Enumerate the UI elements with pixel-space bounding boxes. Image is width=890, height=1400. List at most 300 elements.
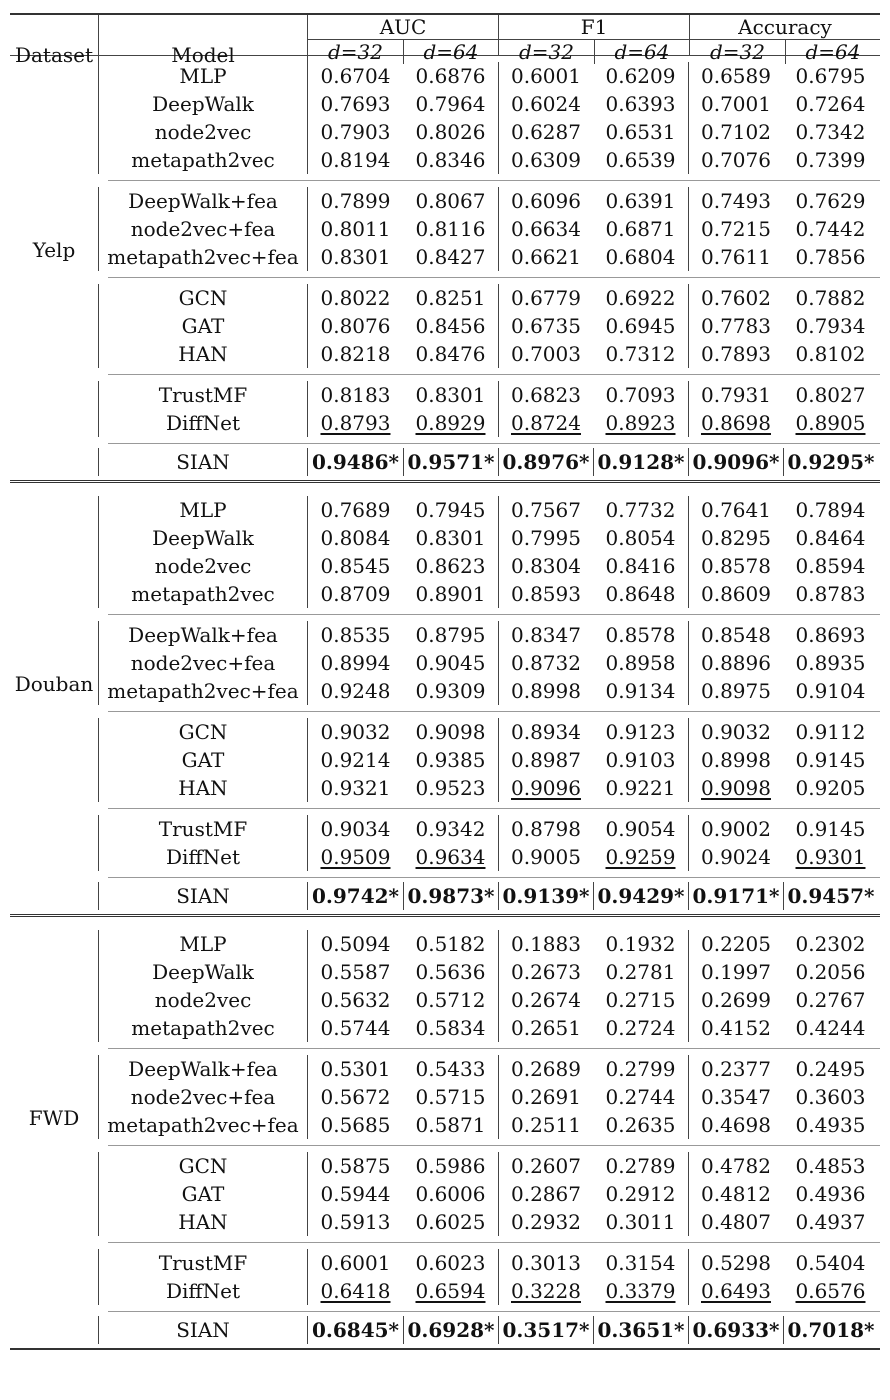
model-name: MLP (98, 62, 308, 90)
dataset-block (10, 56, 880, 480)
value-cell (688, 215, 783, 243)
value-cell (308, 1111, 403, 1139)
metric-value: 0.6634 (511, 217, 581, 241)
metric-value: 0.2674 (511, 988, 581, 1012)
table-row (10, 215, 880, 243)
metric-value: 0.2867 (511, 1182, 581, 1206)
table-row (10, 146, 880, 174)
value-cell (593, 986, 688, 1014)
table-row (10, 496, 880, 524)
value-cell (403, 649, 498, 677)
value-cell (403, 448, 498, 476)
metric-value: 0.2377 (701, 1057, 771, 1081)
metric-value: 0.8795 (415, 623, 486, 647)
metric-value: 0.4152 (701, 1016, 771, 1040)
metric-value: 0.8116 (415, 217, 486, 241)
table-row (10, 90, 880, 118)
value-cell (403, 958, 498, 986)
metric-value: 0.5433 (415, 1057, 486, 1081)
metric-value: 0.9509 (320, 845, 391, 869)
value-cell (498, 1152, 593, 1180)
metric-value: 0.9024 (701, 845, 771, 869)
model-group (10, 181, 880, 277)
metric-value: 0.8609 (701, 582, 771, 606)
model-name: DiffNet (98, 409, 308, 437)
metric-value: 0.7856 (795, 245, 866, 269)
model-name: HAN (98, 774, 308, 802)
metric-value: 0.8464 (795, 526, 866, 550)
model-name: DeepWalk (98, 524, 308, 552)
value-cell (308, 62, 403, 90)
value-cell (783, 882, 878, 910)
value-cell (593, 958, 688, 986)
metric-value: 0.7931 (701, 383, 771, 407)
value-cell (498, 1111, 593, 1139)
metric-value: 0.2691 (511, 1085, 581, 1109)
metric-value: 0.7093 (605, 383, 676, 407)
value-cell (308, 243, 403, 271)
value-cell (593, 1316, 688, 1344)
header-sub: d=32 (518, 40, 574, 64)
metric-value: 0.6845* (311, 1318, 399, 1342)
table-row (10, 409, 880, 437)
value-cell (783, 243, 878, 271)
table-row (10, 1083, 880, 1111)
value-cell (403, 312, 498, 340)
metric-value: 0.6539 (605, 148, 676, 172)
metric-value: 0.8998 (701, 748, 771, 772)
metric-value: 0.8076 (320, 314, 391, 338)
model-name: metapath2vec+fea (98, 243, 308, 271)
value-cell (688, 62, 783, 90)
metric-value: 0.2635 (605, 1113, 676, 1137)
metric-value: 0.6594 (415, 1279, 486, 1303)
metric-value: 0.6933* (692, 1318, 780, 1342)
value-cell (593, 1208, 688, 1236)
metric-value: 0.6418 (320, 1279, 391, 1303)
value-cell (403, 1055, 498, 1083)
value-cell (308, 958, 403, 986)
value-cell (498, 243, 593, 271)
value-cell (688, 1152, 783, 1180)
value-cell (688, 381, 783, 409)
value-cell (783, 1152, 878, 1180)
metric-value: 0.9385 (415, 748, 486, 772)
value-cell (403, 118, 498, 146)
metric-value: 0.7102 (701, 120, 771, 144)
value-cell (593, 524, 688, 552)
value-cell (783, 677, 878, 705)
metric-value: 0.6096 (511, 189, 581, 213)
value-cell (308, 187, 403, 215)
metric-value: 0.9096 (511, 776, 581, 800)
value-cell (498, 1208, 593, 1236)
value-cell (593, 843, 688, 871)
metric-value: 0.9221 (605, 776, 676, 800)
value-cell (308, 677, 403, 705)
metric-value: 0.2789 (605, 1154, 676, 1178)
value-cell (403, 1277, 498, 1305)
metric-value: 0.9104 (795, 679, 866, 703)
metric-value: 0.7783 (701, 314, 771, 338)
model-group (10, 1243, 880, 1311)
metric-value: 0.6804 (605, 245, 676, 269)
dataset-groups (10, 490, 880, 878)
metric-value: 0.9005 (511, 845, 581, 869)
metric-value: 0.2056 (795, 960, 866, 984)
model-name: TrustMF (98, 815, 308, 843)
header-row (10, 15, 880, 67)
table-row (10, 284, 880, 312)
value-cell (308, 815, 403, 843)
header-sub: d=64 (403, 40, 498, 64)
value-cell (593, 552, 688, 580)
metric-value: 0.9145 (795, 817, 866, 841)
metric-value: 0.9523 (415, 776, 486, 800)
value-cell (403, 524, 498, 552)
metric-value: 0.6576 (795, 1279, 866, 1303)
model-name: SIAN (98, 882, 308, 910)
sian-group (10, 444, 880, 480)
group-rule (108, 1242, 880, 1243)
metric-value: 0.9123 (605, 720, 676, 744)
value-cell (688, 312, 783, 340)
metric-value: 0.9134 (605, 679, 676, 703)
metric-value: 0.6493 (701, 1279, 771, 1303)
table-row (10, 958, 880, 986)
header-sub: d=64 (785, 40, 880, 64)
value-cell (783, 580, 878, 608)
table-row (10, 649, 880, 677)
header-sub: d=32 (327, 40, 383, 64)
value-cell (403, 930, 498, 958)
metric-value: 0.9321 (320, 776, 391, 800)
value-cell (498, 1249, 593, 1277)
value-cell (308, 1014, 403, 1042)
model-name: DeepWalk+fea (98, 187, 308, 215)
value-cell (498, 621, 593, 649)
model-name: DeepWalk+fea (98, 1055, 308, 1083)
value-cell (688, 284, 783, 312)
value-cell (688, 496, 783, 524)
metric-value: 0.8548 (701, 623, 771, 647)
metric-value: 0.7995 (511, 526, 581, 550)
value-cell (783, 1277, 878, 1305)
model-name: node2vec (98, 986, 308, 1014)
model-name: MLP (98, 496, 308, 524)
value-cell (403, 774, 498, 802)
value-cell (593, 312, 688, 340)
metric-value: 0.6309 (511, 148, 581, 172)
sian-group (10, 1312, 880, 1348)
table-row (10, 1014, 880, 1042)
table-row (10, 524, 880, 552)
metric-value: 0.5744 (320, 1016, 391, 1040)
model-name: DeepWalk+fea (98, 621, 308, 649)
value-cell (403, 90, 498, 118)
value-cell (498, 62, 593, 90)
value-cell (688, 187, 783, 215)
metric-value: 0.8295 (701, 526, 771, 550)
metric-value: 0.8732 (511, 651, 581, 675)
header-sub: d=64 (594, 40, 689, 64)
table-row (10, 718, 880, 746)
metric-value: 0.8693 (795, 623, 866, 647)
dataset-block (10, 490, 880, 914)
value-cell (688, 621, 783, 649)
value-cell (403, 284, 498, 312)
value-cell (783, 746, 878, 774)
value-cell (783, 496, 878, 524)
model-group (10, 712, 880, 808)
metric-value: 0.4812 (701, 1182, 771, 1206)
metric-value: 0.7903 (320, 120, 391, 144)
metric-value: 0.7689 (320, 498, 391, 522)
value-cell (593, 746, 688, 774)
value-cell (498, 1055, 593, 1083)
value-cell (308, 381, 403, 409)
metric-value: 0.8218 (320, 342, 391, 366)
value-cell (688, 677, 783, 705)
value-cell (498, 187, 593, 215)
metric-value: 0.5301 (320, 1057, 391, 1081)
group-rule (108, 808, 880, 809)
value-cell (593, 1055, 688, 1083)
metric-value: 0.8998 (511, 679, 581, 703)
table-row (10, 1249, 880, 1277)
value-cell (498, 146, 593, 174)
metric-value: 0.8994 (320, 651, 391, 675)
value-cell (783, 649, 878, 677)
header-group-title: AUC (379, 15, 427, 39)
metric-value: 0.2799 (605, 1057, 676, 1081)
metric-value: 0.9098 (415, 720, 486, 744)
value-cell (498, 677, 593, 705)
metric-value: 0.6928* (407, 1318, 495, 1342)
metric-value: 0.8084 (320, 526, 391, 550)
metric-value: 0.4935 (795, 1113, 866, 1137)
value-cell (403, 718, 498, 746)
metric-value: 0.9429* (597, 884, 685, 908)
table-row (10, 62, 880, 90)
table-row (10, 1277, 880, 1305)
metric-value: 0.6795 (795, 64, 866, 88)
table-row (10, 243, 880, 271)
value-cell (308, 146, 403, 174)
value-cell (688, 448, 783, 476)
metric-value: 0.9248 (320, 679, 391, 703)
value-cell (688, 90, 783, 118)
metric-value: 0.5298 (701, 1251, 771, 1275)
metric-value: 0.7003 (511, 342, 581, 366)
value-cell (403, 215, 498, 243)
value-cell (403, 1111, 498, 1139)
metric-value: 0.8251 (415, 286, 486, 310)
value-cell (593, 677, 688, 705)
value-cell (783, 118, 878, 146)
metric-value: 0.4853 (795, 1154, 866, 1178)
metric-value: 0.6876 (415, 64, 486, 88)
metric-value: 0.7602 (701, 286, 771, 310)
value-cell (498, 1014, 593, 1042)
bottom-rule (10, 1348, 880, 1350)
metric-value: 0.8724 (511, 411, 581, 435)
value-cell (688, 118, 783, 146)
value-cell (498, 843, 593, 871)
value-cell (783, 1014, 878, 1042)
metric-value: 0.8578 (605, 623, 676, 647)
value-cell (593, 409, 688, 437)
value-cell (593, 1111, 688, 1139)
value-cell (308, 1249, 403, 1277)
value-cell (783, 524, 878, 552)
model-group (10, 809, 880, 877)
header-group-f1 (498, 15, 689, 64)
metric-value: 0.7641 (701, 498, 771, 522)
metric-value: 0.2673 (511, 960, 581, 984)
value-cell (403, 815, 498, 843)
value-cell (308, 718, 403, 746)
model-group (10, 1146, 880, 1242)
model-name: metapath2vec+fea (98, 1111, 308, 1139)
metric-value: 0.2912 (605, 1182, 676, 1206)
metric-value: 0.5712 (415, 988, 486, 1012)
metric-value: 0.2744 (605, 1085, 676, 1109)
value-cell (688, 815, 783, 843)
metric-value: 0.8347 (511, 623, 581, 647)
dataset-groups (10, 56, 880, 444)
metric-value: 0.9145 (795, 748, 866, 772)
table-row (10, 381, 880, 409)
value-cell (308, 621, 403, 649)
value-cell (688, 649, 783, 677)
value-cell (403, 243, 498, 271)
metric-value: 0.2689 (511, 1057, 581, 1081)
value-cell (308, 1208, 403, 1236)
value-cell (688, 243, 783, 271)
value-cell (308, 882, 403, 910)
metric-value: 0.8698 (701, 411, 771, 435)
value-cell (593, 1014, 688, 1042)
value-cell (308, 1083, 403, 1111)
value-cell (688, 746, 783, 774)
value-cell (593, 146, 688, 174)
metric-value: 0.7399 (795, 148, 866, 172)
group-rule (108, 443, 880, 444)
model-name: TrustMF (98, 381, 308, 409)
metric-value: 0.6209 (605, 64, 676, 88)
group-rule (108, 877, 880, 878)
metric-value: 0.7893 (701, 342, 771, 366)
metric-value: 0.8901 (415, 582, 486, 606)
metric-value: 0.9873* (407, 884, 495, 908)
value-cell (498, 524, 593, 552)
value-cell (403, 677, 498, 705)
metric-value: 0.8027 (795, 383, 866, 407)
metric-value: 0.4782 (701, 1154, 771, 1178)
value-cell (593, 1277, 688, 1305)
metric-value: 0.8793 (320, 411, 391, 435)
metric-value: 0.9742* (311, 884, 399, 908)
metric-value: 0.8935 (795, 651, 866, 675)
value-cell (308, 1316, 403, 1344)
value-cell (688, 718, 783, 746)
value-cell (498, 118, 593, 146)
metric-value: 0.5672 (320, 1085, 391, 1109)
value-cell (688, 930, 783, 958)
metric-value: 0.9128* (597, 450, 685, 474)
metric-value: 0.9205 (795, 776, 866, 800)
value-cell (688, 1055, 783, 1083)
metric-value: 0.8976* (502, 450, 590, 474)
table-row (10, 118, 880, 146)
table-row (10, 1180, 880, 1208)
dataset-block (10, 924, 880, 1348)
value-cell (498, 1083, 593, 1111)
metric-value: 0.8594 (795, 554, 866, 578)
value-cell (783, 409, 878, 437)
value-cell (688, 774, 783, 802)
table-row (10, 580, 880, 608)
value-cell (783, 284, 878, 312)
value-cell (688, 1249, 783, 1277)
table-row (10, 187, 880, 215)
metric-value: 0.9171* (692, 884, 780, 908)
value-cell (498, 215, 593, 243)
metric-value: 0.3547 (701, 1085, 771, 1109)
table-row (10, 986, 880, 1014)
metric-value: 0.8593 (511, 582, 581, 606)
value-cell (308, 448, 403, 476)
value-cell (783, 843, 878, 871)
header-group-accuracy (689, 15, 880, 64)
value-cell (593, 1152, 688, 1180)
metric-value: 0.6589 (701, 64, 771, 88)
header-sub: d=32 (709, 40, 765, 64)
value-cell (403, 1180, 498, 1208)
metric-value: 0.6735 (511, 314, 581, 338)
metric-value: 0.8194 (320, 148, 391, 172)
value-cell (688, 552, 783, 580)
model-group (10, 924, 880, 1048)
metric-value: 0.2715 (605, 988, 676, 1012)
value-cell (783, 718, 878, 746)
metric-value: 0.2767 (795, 988, 866, 1012)
table-row (10, 1208, 880, 1236)
group-rule (108, 1145, 880, 1146)
dataset-label: Douban (14, 672, 94, 696)
value-cell (403, 1014, 498, 1042)
table-row (10, 552, 880, 580)
value-cell (688, 986, 783, 1014)
value-cell (688, 1111, 783, 1139)
value-cell (783, 381, 878, 409)
value-cell (498, 312, 593, 340)
value-cell (783, 1055, 878, 1083)
metric-value: 0.2781 (605, 960, 676, 984)
value-cell (498, 552, 593, 580)
value-cell (498, 986, 593, 1014)
value-cell (783, 448, 878, 476)
metric-value: 0.4936 (795, 1182, 866, 1206)
metric-value: 0.6025 (415, 1210, 486, 1234)
value-cell (498, 930, 593, 958)
metric-value: 0.2651 (511, 1016, 581, 1040)
value-cell (593, 62, 688, 90)
value-cell (308, 284, 403, 312)
sian-row (10, 448, 880, 476)
metric-value: 0.5404 (795, 1251, 866, 1275)
